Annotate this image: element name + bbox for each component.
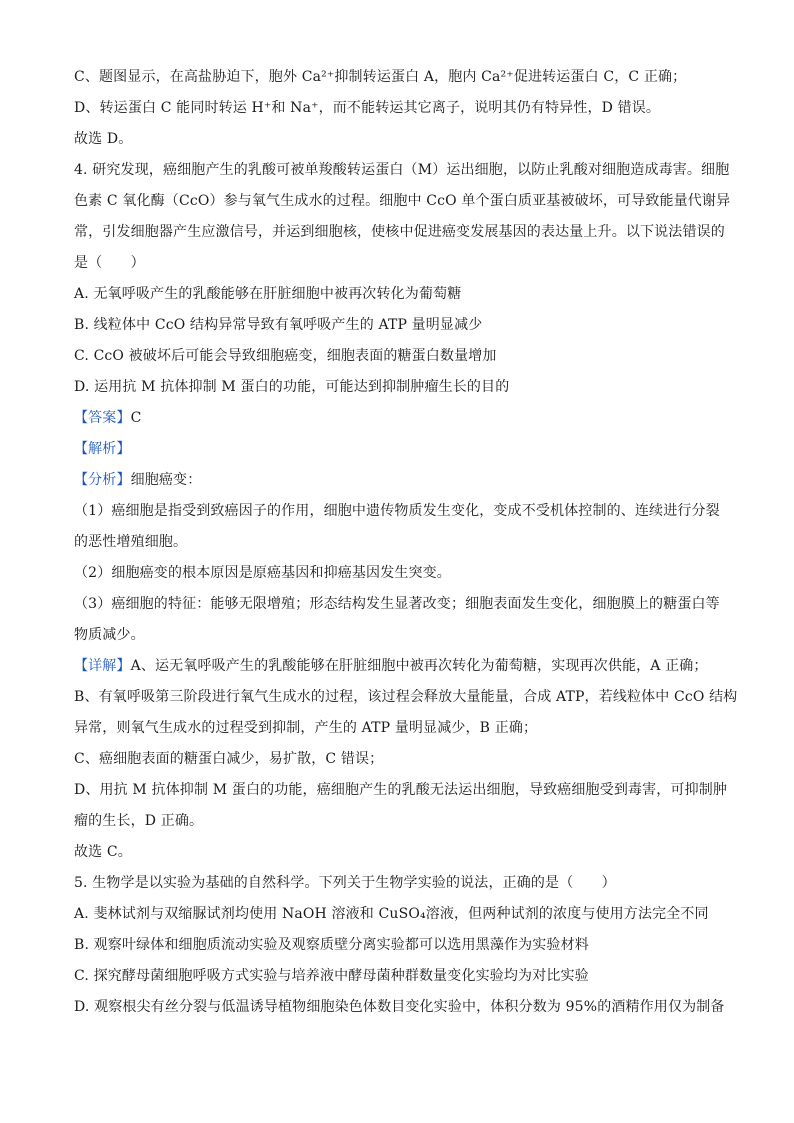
question-4-detail-a: 【详解】A、运无氧呼吸产生的乳酸能够在肝脏细胞中被再次转化为葡萄糖，实现再次供能，A 正确；	[74, 658, 708, 674]
question-4-answer	[74, 403, 734, 434]
question-4-fenxi-point-2: （2）细胞癌变的根本原因是原癌基因和抑癌基因发生突变。	[74, 565, 451, 581]
question-5-option-c: C. 探究酵母菌细胞呼吸方式实验与培养液中酵母菌种群数量变化实验均为对比实验	[74, 968, 589, 984]
question-4-choice: 故选 C。	[74, 844, 132, 860]
question-4-fenxi-point-1-line-2: 的恶性增殖细胞。	[74, 534, 188, 550]
section-tag: 【详解】	[74, 658, 131, 674]
question-4-stem-line-4: 是（ ）	[74, 255, 145, 271]
question-4-stem-line-3: 常，引发细胞器产生应激信号，并运到细胞核，使核中促进癌变发展基因的表达量上升。以下说法错误的	[74, 224, 725, 240]
question-4-stem-line-2: 色素 C 氧化酶（CcO）参与氧气生成水的过程。细胞中 CcO 单个蛋白质亚基被破坏，可导致能量代谢异	[74, 193, 731, 209]
question-4-option-b: B. 线粒体中 CcO 结构异常导致有氧呼吸产生的 ATP 量明显减少	[74, 317, 483, 333]
question-4-detail-c: C、癌细胞表面的糖蛋白减少，易扩散，C 错误；	[74, 751, 384, 767]
question-4-fenxi-point-3-line-1: （3）癌细胞的特征：能够无限增殖；形态结构发生显著改变；细胞表面发生变化，细胞膜上的糖蛋白等	[74, 596, 720, 612]
question-4-detail-d-line-2: 瘤的生长，D 正确。	[74, 813, 204, 829]
question-4-fenxi-point-1-line-1: （1）癌细胞是指受到致癌因子的作用，细胞中遗传物质发生变化，变成不受机体控制的、连续进行分裂	[74, 503, 720, 519]
question-4-detail-b-line-2: 异常，则氧气生成水的过程受到抑制，产生的 ATP 量明显减少，B 正确；	[74, 720, 538, 736]
document-page	[74, 62, 738, 1023]
question-4-option-a: A. 无氧呼吸产生的乳酸能够在肝脏细胞中被再次转化为葡萄糖	[74, 286, 462, 302]
question-5-option-b: B. 观察叶绿体和细胞质流动实验及观察质壁分离实验都可以选用黑藻作为实验材料	[74, 937, 589, 953]
section-tag: 【分析】	[74, 472, 131, 488]
question-4-option-c: C. CcO 被破坏后可能会导致细胞癌变，细胞表面的糖蛋白数量增加	[74, 348, 497, 364]
analysis-tag: 【解析】	[74, 441, 131, 457]
question-4-option-d: D. 运用抗 M 抗体抑制 M 蛋白的功能，可能达到抑制肿瘤生长的目的	[74, 379, 510, 395]
answer-value: C	[130, 410, 142, 426]
prev-option-d-explanation: D、转运蛋白 C 能同时转运 H⁺和 Na⁺，而不能转运其它离子，说明其仍有特异性，D 错误。	[74, 100, 661, 116]
question-4-detail-b-line-1: B、有氧呼吸第三阶段进行氧气生成水的过程，该过程会释放大量能量，合成 ATP，若线粒体中 CcO 结构	[74, 689, 738, 705]
question-5-stem: 5. 生物学是以实验为基础的自然科学。下列关于生物学实验的说法，正确的是（ ）	[74, 875, 616, 891]
question-4-fenxi-point-3-line-2: 物质减少。	[74, 627, 145, 643]
question-5-option-d: D. 观察根尖有丝分裂与低温诱导植物细胞染色体数目变化实验中，体积分数为 95%的酒精作用仅为制备	[74, 999, 725, 1015]
question-4-fenxi-heading: 【分析】细胞癌变：	[74, 472, 202, 488]
question-4-analysis-heading	[74, 434, 734, 465]
prev-choice: 故选 D。	[74, 131, 133, 147]
prev-option-c-explanation: C、题图显示，在高盐胁迫下，胞外 Ca²⁺抑制转运蛋白 A，胞内 Ca²⁺促进转运蛋白 C，C 正确；	[74, 69, 687, 85]
answer-tag: 【答案】	[74, 410, 131, 426]
question-4-stem-line-1: 4. 研究发现，癌细胞产生的乳酸可被单羧酸转运蛋白（M）运出细胞，以防止乳酸对细胞造成毒害。细胞	[74, 162, 730, 178]
question-4-detail-d-line-1: D、用抗 M 抗体抑制 M 蛋白的功能，癌细胞产生的乳酸无法运出细胞，导致癌细胞受到毒害，可抑制肿	[74, 782, 728, 798]
question-5-option-a: A. 斐林试剂与双缩脲试剂均使用 NaOH 溶液和 CuSO₄溶液，但两种试剂的浓度与使用方法完全不同	[74, 906, 709, 922]
